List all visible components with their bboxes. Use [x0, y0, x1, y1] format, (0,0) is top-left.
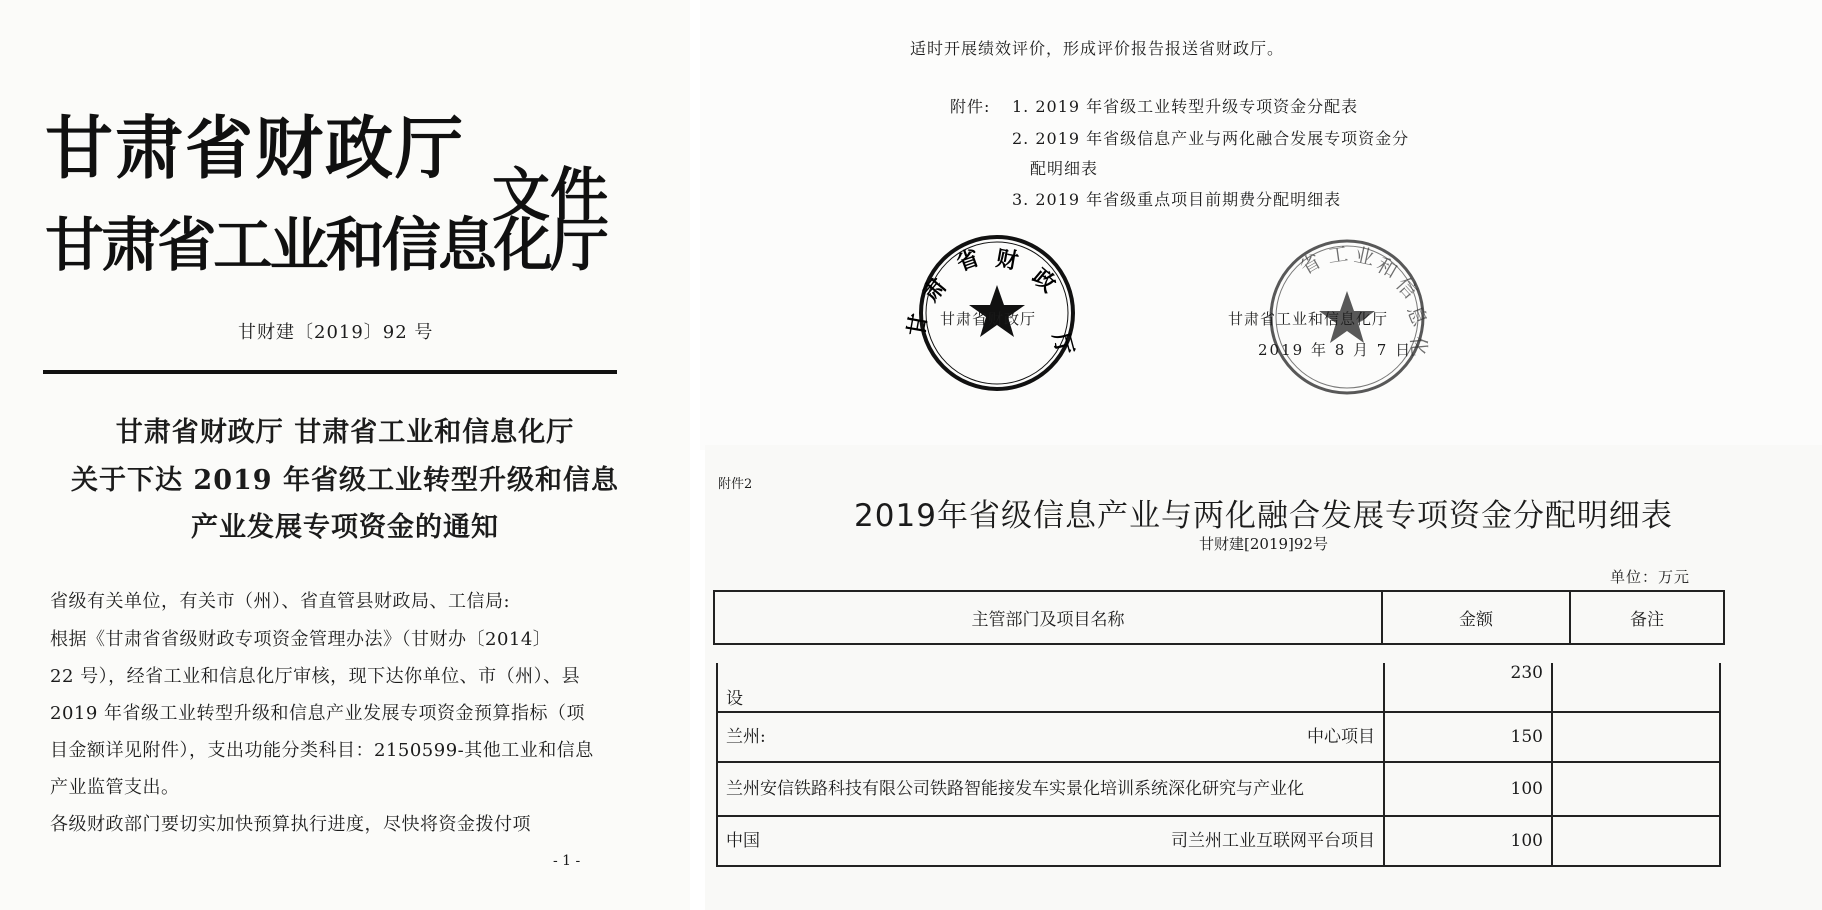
remark — [1552, 663, 1720, 712]
body-line: 各级财政部门要切实加快预算执行进度，尽快将资金拨付项 — [50, 814, 531, 835]
amount: 230 — [1384, 663, 1552, 712]
masthead-industry-dept: 甘肃省工业和信息化厅 — [45, 211, 607, 279]
remark — [1552, 712, 1720, 762]
signer-finance-dept: 甘肃省财政厅 — [940, 310, 1037, 328]
amount: 150 — [1384, 712, 1552, 762]
table-title: 2019年省级信息产业与两化融合发展专项资金分配明细表 — [854, 498, 1673, 534]
svg-text:和: 和 — [1372, 252, 1402, 284]
svg-text:化: 化 — [1406, 335, 1432, 358]
svg-text:信: 信 — [1391, 272, 1423, 304]
notice-title-line-1: 甘肃省财政厅 甘肃省工业和信息化厅 — [115, 417, 575, 448]
red-head-divider — [43, 370, 617, 374]
project-name-left: 兰州: — [726, 727, 766, 747]
project-name: 设 — [717, 663, 1384, 712]
project-name — [717, 712, 1384, 762]
svg-text:省: 省 — [1295, 248, 1325, 280]
attachment-item: 2. 2019 年省级信息产业与两化融合发展专项资金分 — [1012, 129, 1410, 148]
document-number: 甘财建〔2019〕92 号 — [238, 322, 434, 343]
page-number: - 1 - — [553, 853, 581, 869]
notice-page-1 — [0, 0, 690, 910]
unit-label: 单位：万元 — [1610, 568, 1691, 586]
table-row — [717, 816, 1720, 866]
svg-text:肃: 肃 — [918, 273, 952, 307]
signer-industry-dept: 甘肃省工业和信息化厅 — [1228, 310, 1389, 328]
attachment-item: 1. 2019 年省级工业转型升级专项资金分配表 — [1012, 97, 1359, 116]
svg-text:厅: 厅 — [1047, 330, 1078, 358]
project-name — [717, 816, 1384, 866]
project-name-left: 中国 — [726, 831, 760, 851]
notice-title-line-3: 产业发展专项资金的通知 — [191, 512, 499, 543]
project-name-right: 中心项目 — [1307, 727, 1375, 747]
notice-page-2 — [700, 0, 1822, 450]
attachment-item: 配明细表 — [1030, 159, 1099, 178]
svg-text:工: 工 — [1326, 241, 1350, 268]
body-line: 省级有关单位，有关市（州）、省直管县财政局、工信局: — [50, 591, 511, 612]
amount: 100 — [1384, 762, 1552, 816]
svg-text:财: 财 — [993, 246, 1020, 275]
attachment-item: 3. 2019 年省级重点项目前期费分配明细表 — [1012, 190, 1342, 209]
closing-line: 适时开展绩效评价，形成评价报告报送省财政厅。 — [910, 39, 1285, 58]
body-line: 根据《甘肃省省级财政专项资金管理办法》（甘财办〔2014〕 — [50, 629, 552, 650]
header-project-name: 主管部门及项目名称 — [714, 591, 1382, 644]
svg-text:省: 省 — [953, 245, 983, 277]
table-row — [717, 663, 1720, 712]
table-header — [713, 590, 1725, 645]
svg-text:政: 政 — [1027, 264, 1061, 298]
remark — [1552, 816, 1720, 866]
body-line: 2019 年省级工业转型升级和信息产业发展专项资金预算指标（项 — [50, 703, 586, 724]
table-row — [717, 712, 1720, 762]
project-name-right: 司兰州工业互联网平台项目 — [1171, 831, 1375, 851]
allocation-table — [716, 663, 1721, 867]
table-doc-number: 甘财建[2019]92号 — [1199, 535, 1328, 553]
header-remarks: 备注 — [1570, 591, 1724, 644]
body-line: 22 号），经省工业和信息化厅审核，现下达你单位、市（州）、县 — [50, 666, 581, 687]
masthead-suffix: 文件 — [492, 161, 609, 229]
svg-text:业: 业 — [1351, 242, 1377, 271]
notice-title-line-2: 关于下达 2019 年省级工业转型升级和信息 — [71, 465, 619, 496]
body-line: 产业监管支出。 — [50, 777, 180, 798]
allocation-table-page — [705, 445, 1822, 910]
issue-date: 2019 年 8 月 7 日 — [1258, 341, 1413, 359]
svg-text:息: 息 — [1402, 301, 1433, 330]
remark — [1552, 762, 1720, 816]
table-row — [717, 762, 1720, 816]
body-line: 目金额详见附件），支出功能分类科目：2150599-其他工业和信息 — [50, 740, 594, 761]
header-amount: 金额 — [1382, 591, 1570, 644]
masthead-finance-dept: 甘肃省财政厅 — [45, 110, 466, 189]
attachment-label: 附件2 — [718, 477, 753, 492]
project-name: 兰州安信铁路科技有限公司铁路智能接发车实景化培训系统深化研究与产业化 — [717, 762, 1384, 816]
attachments-label: 附件: — [950, 97, 991, 116]
svg-text:甘: 甘 — [904, 312, 933, 339]
amount: 100 — [1384, 816, 1552, 866]
